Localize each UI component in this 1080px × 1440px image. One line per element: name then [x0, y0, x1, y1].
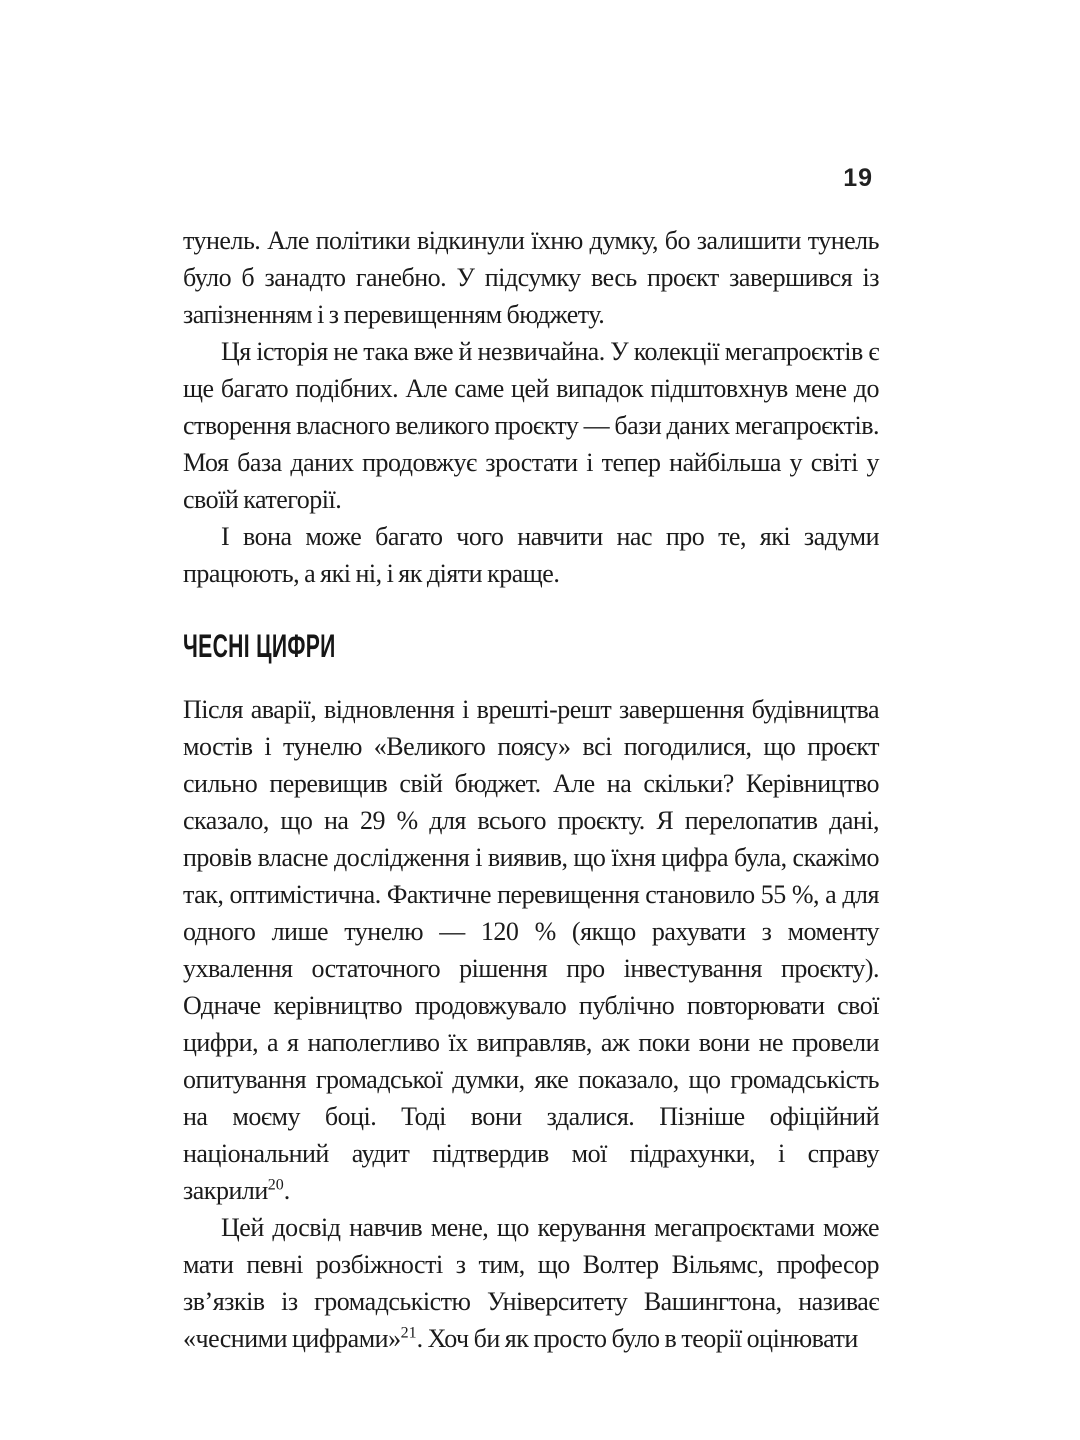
- page-number: 19: [843, 164, 873, 192]
- text-block: [183, 222, 879, 1357]
- section-heading: ЧЕСНІ ЦИФРИ: [183, 628, 336, 664]
- paragraph: [183, 518, 879, 592]
- paragraph: [183, 333, 879, 518]
- paragraph-continued: [183, 222, 879, 333]
- paragraph-text-after-footnote: . Хоч би як просто було в теорії оцінювати: [416, 1324, 858, 1353]
- footnote-reference: 20: [267, 1176, 284, 1194]
- paragraph-text: тунель. Але політики відкинули їхню думку, бо залишити тунель було б занадто ганебно. У підсумку весь проєкт завершився із запізненням і з перевищенням бюджету.: [183, 226, 879, 329]
- paragraph: [183, 691, 879, 1209]
- paragraph-text: Цей досвід навчив мене, що керування мегапроєктами може мати певні розбіжності з тим, що Волтер Вільямс, професор зв’язків із громадськістю Університету Вашингтона, називає «чесними цифрами»: [183, 1213, 879, 1353]
- paragraph-text: І вона може багато чого навчити нас про те, які задуми працюють, а які ні, і як діяти краще.: [183, 522, 879, 588]
- paragraph-text: Після аварії, відновлення і врешті-решт завершення будівництва мостів і тунелю «Великого поясу» всі погодилися, що проєкт сильно перевищив свій бюджет. Але на скільки? Керівництво сказало, що на 29 % для всього проєкту. Я перелопатив дані, провів власне дослідження і виявив, що їхня цифра була, скажімо так, оптимістична. Фактичне перевищення становило 55 %, а для одного лише тунелю — 120 % (якщо рахувати з моменту ухвалення остаточного рішення про інвестування проєкту). Одначе керівництво продовжувало публічно повторювати свої цифри, а я наполегливо їх виправляв, аж поки вони не провели опитування громадської думки, яке показало, що громадськість на моєму боці. Тоді вони здалися. Пізніше офіційний національний аудит підтвердив мої підрахунки, і справу закрили: [183, 695, 879, 1205]
- paragraph-text: Ця історія не така вже й незвичайна. У колекції мегапроєктів є ще багато подібних. Але саме цей випадок підштовхнув мене до створення власного великого проєкту — бази даних мегапроєктів. Моя база даних продовжує зростати і тепер найбільша у світі у своїй категорії.: [183, 337, 879, 514]
- footnote-reference: 21: [400, 1324, 417, 1342]
- paragraph: [183, 1209, 879, 1357]
- paragraph-text-after-footnote: .: [283, 1176, 290, 1205]
